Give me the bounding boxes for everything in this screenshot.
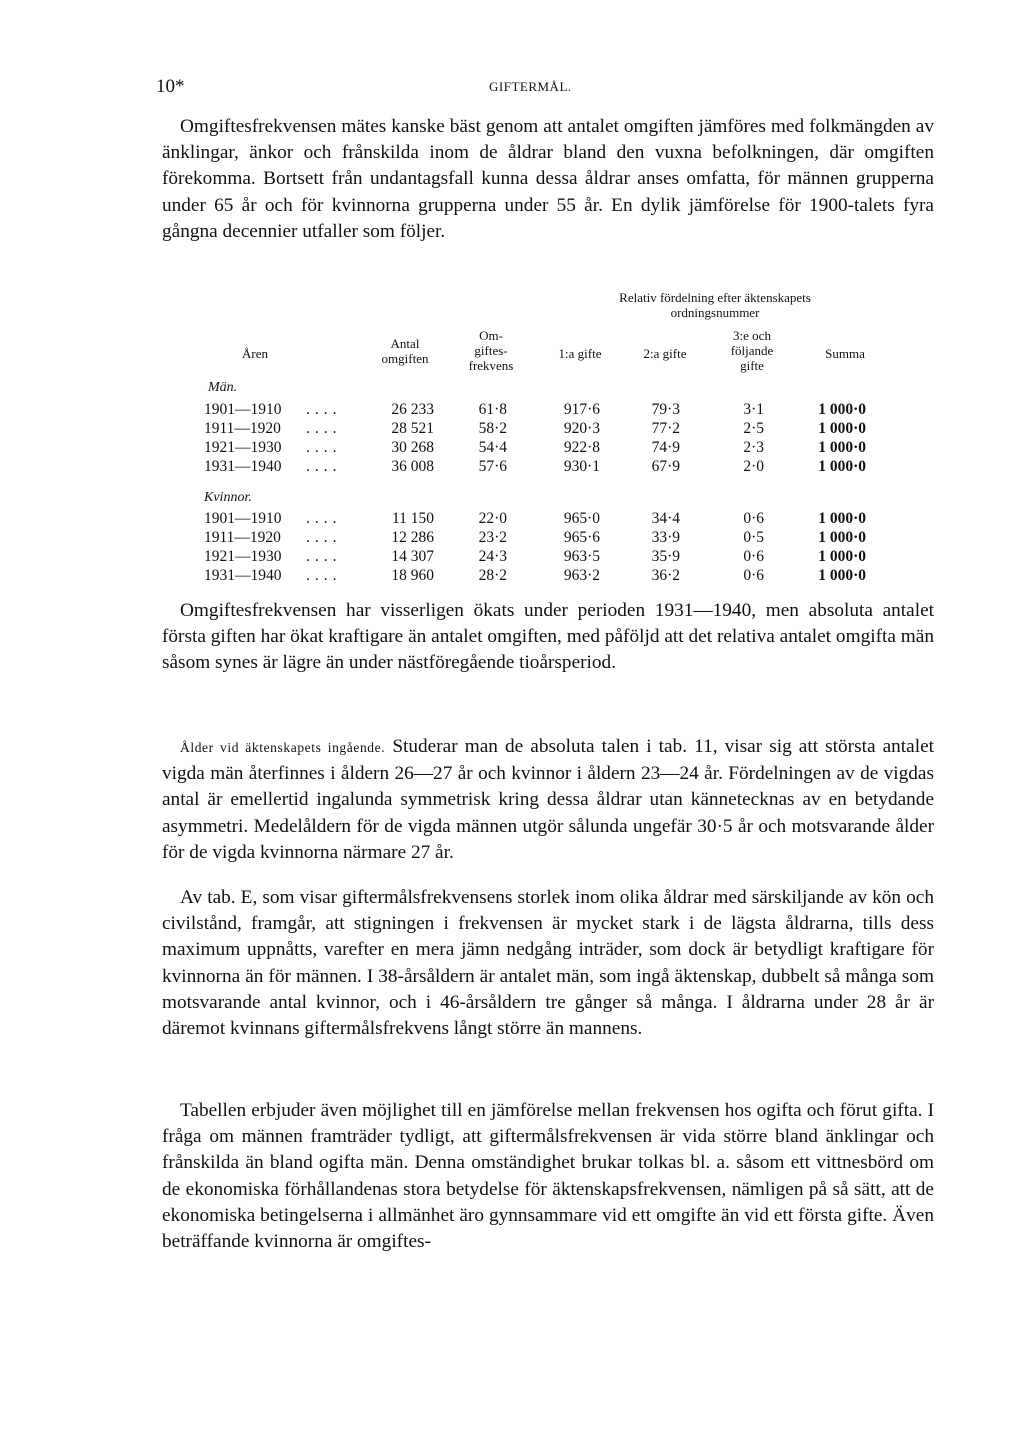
cell-first: 963·5 <box>563 548 600 565</box>
cell-third: 2·5 <box>743 420 764 437</box>
leader-dots: .... <box>306 548 342 565</box>
col-third-line-3: gifte <box>740 358 764 373</box>
cell-antal: 18 960 <box>391 567 434 584</box>
paragraph-intro: Omgiftesfrekvensen mätes kanske bäst genom att antalet omgiften jämföres med folkmängden av änklingar, änkor och frånskilda inom de åldrar bland den vuxna befolkningen, där omgiften förekomma. Bortsett från undantagsfall kunna dessa åldrar anses omfatta, för männen grupperna under 65 år och för kvinnorna grupperna under 55 år. En dylik jämförelse för 1900-talets fyra gångna decennier utfaller som följer. <box>162 116 934 242</box>
cell-sum: 1 000·0 <box>818 401 866 418</box>
cell-third: 0·6 <box>743 567 764 584</box>
cell-antal: 30 268 <box>391 439 434 456</box>
col-third-line-2: följande <box>730 343 774 358</box>
cell-first: 930·1 <box>563 458 600 475</box>
cell-sum: 1 000·0 <box>818 510 866 527</box>
cell-freq: 54·4 <box>478 439 507 456</box>
cell-years: 1921—1930 <box>204 548 282 565</box>
section-label-women: Kvinnor. <box>204 490 252 505</box>
cell-antal: 26 233 <box>391 401 434 418</box>
cell-antal: 28 521 <box>391 420 434 437</box>
cell-third: 3·1 <box>743 401 764 418</box>
col-header-first: 1:a gifte <box>558 346 602 361</box>
cell-freq: 61·8 <box>478 401 507 418</box>
cell-freq: 23·2 <box>478 529 507 546</box>
cell-years: 1911—1920 <box>204 420 281 437</box>
col-header-antal <box>365 336 445 366</box>
cell-first: 917·6 <box>563 401 600 418</box>
inline-heading: Ålder vid äktenskapets ingående. <box>180 740 386 755</box>
remarriage-table <box>0 0 1024 600</box>
paragraph-comparison: Tabellen erbjuder även möjlighet till en jämförelse mellan frekvensen hos ogifta och förut gifta. I fråga om männen framträder tydligt, att giftermålsfrekvensen är vida större bland änklingar och frånskilda än bland ogifta män. Denna omständighet brukar tolkas bl. a. såsom ett vittnesbörd om de ekonomiska förhållandenas stora betydelse för äktenskapsfrekvensen, nämligen på så sätt, att de ekonomiska betingelserna i allmänhet äro gynnsammare vid ett omgifte än vid ett första gifte. Även beträffande kvinnorna är omgiftes- <box>162 1100 934 1253</box>
cell-first: 965·6 <box>563 529 600 546</box>
col-antal-line-1: Antal <box>390 336 420 351</box>
cell-first: 963·2 <box>563 567 600 584</box>
cell-sum: 1 000·0 <box>818 439 866 456</box>
cell-first: 965·0 <box>563 510 600 527</box>
cell-sum: 1 000·0 <box>818 420 866 437</box>
cell-second: 79·3 <box>651 401 680 418</box>
cell-antal: 12 286 <box>391 529 434 546</box>
cell-second: 77·2 <box>651 420 680 437</box>
spanner-line-1: Relativ fördelning efter äktenskapets <box>619 290 811 305</box>
col-header-aren: Åren <box>242 346 268 361</box>
col-freq-line-2: giftes- <box>474 343 508 358</box>
leader-dots: .... <box>306 529 342 546</box>
cell-antal: 11 150 <box>391 510 434 527</box>
cell-years: 1911—1920 <box>204 529 281 546</box>
cell-freq: 24·3 <box>478 548 507 565</box>
running-title: GIFTERMÅL. <box>489 79 572 94</box>
cell-sum: 1 000·0 <box>818 529 866 546</box>
col-freq-line-1: Om- <box>479 328 503 343</box>
cell-sum: 1 000·0 <box>818 458 866 475</box>
cell-third: 2·3 <box>743 439 764 456</box>
leader-dots: .... <box>306 510 342 527</box>
cell-freq: 22·0 <box>478 510 507 527</box>
cell-second: 34·4 <box>651 510 680 527</box>
cell-freq: 58·2 <box>478 420 507 437</box>
section-label-men: Män. <box>208 380 238 395</box>
cell-antal: 14 307 <box>391 548 434 565</box>
col-freq-line-3: frekvens <box>468 358 514 373</box>
col-header-second: 2:a gifte <box>643 346 687 361</box>
cell-first: 920·3 <box>563 420 600 437</box>
paragraph-after-table: Omgiftesfrekvensen har visserligen ökats under perioden 1931—1940, men absoluta antalet första giften har ökat kraftigare än antalet omgiften, med påföljd att det relativa antalet omgifta män såsom synes är lägre än under nästföregående tioårsperiod. <box>162 600 934 674</box>
cell-years: 1901—1910 <box>204 510 282 527</box>
cell-third: 2·0 <box>743 458 764 475</box>
leader-dots: .... <box>306 401 342 418</box>
cell-sum: 1 000·0 <box>818 567 866 584</box>
cell-second: 74·9 <box>651 439 680 456</box>
cell-third: 0·5 <box>743 529 764 546</box>
cell-third: 0·6 <box>743 510 764 527</box>
page-number: 10* <box>156 76 185 97</box>
col-header-sum: Summa <box>825 346 865 361</box>
cell-first: 922·8 <box>563 439 600 456</box>
col-header-third <box>712 328 792 373</box>
cell-years: 1931—1940 <box>204 567 282 584</box>
col-header-freq <box>455 328 527 373</box>
cell-years: 1931—1940 <box>204 458 282 475</box>
col-third-line-1: 3:e och <box>733 328 771 343</box>
cell-sum: 1 000·0 <box>818 548 866 565</box>
paragraph-age-text: Studerar man de absoluta talen i tab. 11, visar sig att största antalet vigda män återfinnes i åldern 26—27 år och kvinnor i åldern 23—24 år. Fördelningen av de vigdas antal är emellertid ingalunda symmetrisk kring dessa åldrar utan kännetecknas av en betydande asymmetri. Medelåldern för de vigda männen utgör sålunda ungefär 30·5 år och motsvarande ålder för de vigda kvinnorna närmare 27 år. <box>162 736 934 863</box>
spanner-line-2: ordningsnummer <box>670 305 760 320</box>
cell-years: 1901—1910 <box>204 401 282 418</box>
leader-dots: .... <box>306 567 342 584</box>
paragraph-tab-e: Av tab. E, som visar giftermålsfrekvensens storlek inom olika åldrar med särskiljande av kön och civilstånd, framgår, att stigningen i frekvensen är mycket stark i de lägsta åldrarna, tills dess maximum uppnåtts, varefter en mera jämn nedgång inträder, som dock är betydligt kraftigare för kvinnorna än för männen. I 38-årsåldern är antalet män, som ingå äktenskap, dubbelt så många som motsvarande antal kvinnor, och i 46-årsåldern tre gånger så många. I åldrarna under 28 år är däremot kvinnans giftermålsfrekvens långt större än mannens. <box>162 887 934 1040</box>
leader-dots: .... <box>306 458 342 475</box>
cell-second: 35·9 <box>651 548 680 565</box>
table-spanner-header <box>560 290 870 320</box>
cell-second: 33·9 <box>651 529 680 546</box>
leader-dots: .... <box>306 439 342 456</box>
cell-antal: 36 008 <box>391 458 434 475</box>
cell-freq: 28·2 <box>478 567 507 584</box>
cell-freq: 57·6 <box>478 458 507 475</box>
cell-second: 36·2 <box>651 567 680 584</box>
col-antal-line-2: omgiften <box>381 351 429 366</box>
paragraph-age-at-marriage <box>162 734 934 866</box>
leader-dots: .... <box>306 420 342 437</box>
cell-years: 1921—1930 <box>204 439 282 456</box>
cell-third: 0·6 <box>743 548 764 565</box>
cell-second: 67·9 <box>651 458 680 475</box>
